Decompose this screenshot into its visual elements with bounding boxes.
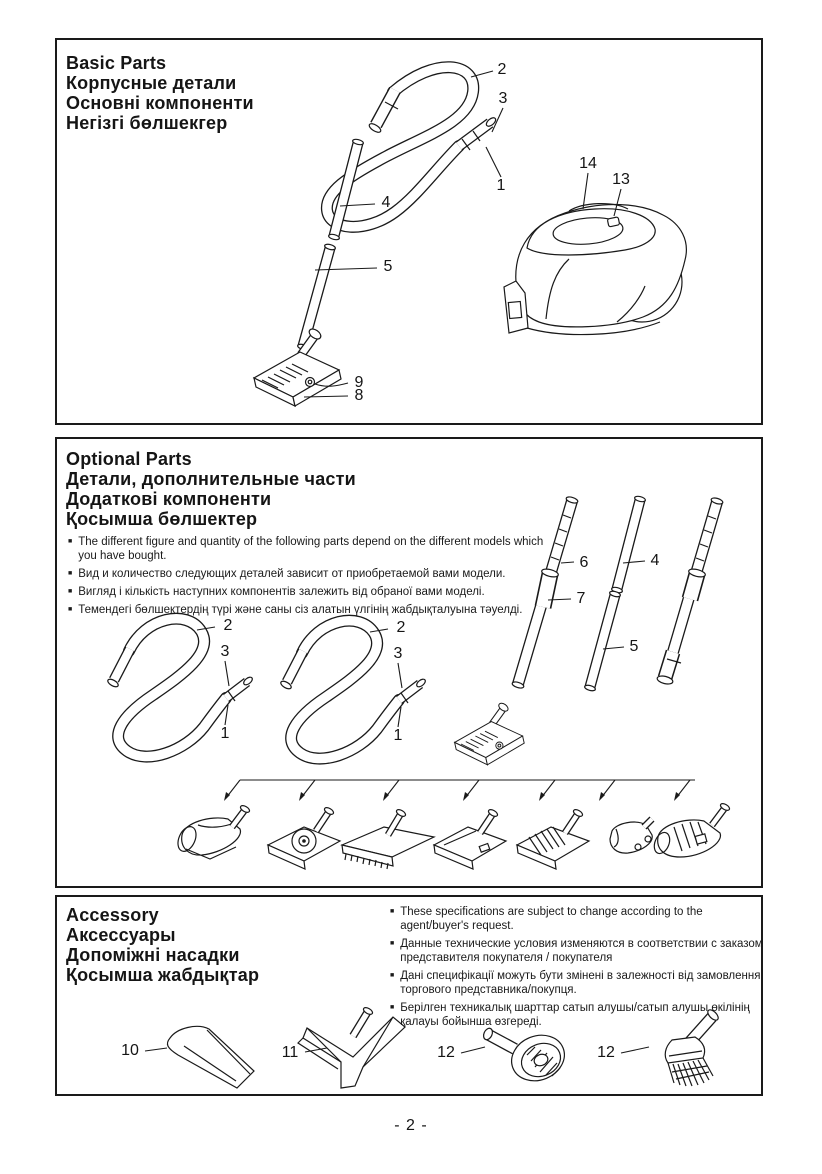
telescopic-tube-2-illustration: [656, 497, 723, 686]
basic-parts-section: [55, 38, 763, 425]
nozzle-turbo-illustration: [174, 804, 250, 859]
part-number: 12: [597, 1044, 615, 1061]
optional-hose-2-illustration: [280, 621, 427, 759]
basic-parts-headings: [66, 53, 254, 133]
part-number: 9: [354, 374, 364, 391]
basic-title-en: Basic Parts: [66, 53, 167, 73]
optional-parts-section: [55, 437, 763, 888]
note-text: Вид и количество следующих деталей зависит от приобретаемой вами модели.: [78, 568, 506, 580]
accessory-section: [55, 895, 763, 1096]
part-number: 4: [381, 194, 391, 211]
bullet-marker-icon: ■: [68, 570, 73, 577]
note-item: [390, 905, 772, 933]
part-number: 11: [281, 1044, 299, 1061]
part-number: 1: [393, 727, 403, 744]
accessory-title-kk: Қосымша жабдықтар: [66, 965, 260, 985]
accessory-headings: [66, 905, 259, 985]
basic-title-ru: Корпусные детали: [66, 73, 237, 93]
part-number: 2: [497, 61, 507, 78]
optional-floor-nozzle-illustration: [455, 702, 525, 765]
note-text: Вигляд і кількість наступних компонентів залежить від обраної вами моделі.: [78, 586, 485, 598]
nozzle-standard-illustration: [434, 808, 506, 869]
optional-title-kk: Қосымша бөлшектер: [66, 509, 258, 529]
note-item: [390, 1001, 772, 1029]
note-item: [68, 535, 546, 563]
nozzle-turbo-2-illustration: [651, 802, 730, 857]
part-number: 8: [354, 387, 364, 404]
part-number: 7: [576, 590, 586, 607]
part-number: 1: [496, 177, 506, 194]
nozzle-adapter-illustration: [610, 819, 652, 853]
bullet-marker-icon: ■: [68, 538, 73, 545]
nozzle-ribbed-illustration: [517, 808, 589, 869]
part-number: 3: [498, 90, 508, 107]
part-number: 2: [396, 619, 406, 636]
part-number: 5: [629, 638, 639, 655]
note-item: [68, 603, 546, 617]
note-item: [68, 585, 546, 599]
accessory-title-uk: Допоміжні насадки: [66, 945, 240, 965]
note-text: The different figure and quantity of the following parts depend on the different models which you have bought.: [78, 536, 544, 562]
optional-straight-tubes-illustration: [584, 495, 646, 691]
part-number: 1: [220, 725, 230, 742]
optional-title-ru: Детали, дополнительные части: [66, 469, 356, 489]
note-item: [390, 937, 772, 965]
note-item: [68, 567, 546, 581]
optional-title-en: Optional Parts: [66, 449, 192, 469]
part-number: 6: [579, 554, 589, 571]
optional-hose-1-illustration: [107, 619, 254, 757]
note-text: Берілген техникалық шарттар сатып алушы/сатып алушы өкілінің қалауы бойынша өзгереді.: [400, 1002, 750, 1028]
part-number: 5: [383, 258, 393, 275]
bullet-marker-icon: ■: [390, 1004, 395, 1011]
part-number: 3: [393, 645, 403, 662]
optional-title-uk: Додаткові компоненти: [66, 489, 272, 509]
upholstery-nozzle-illustration: [298, 1006, 405, 1088]
part-number: 12: [437, 1044, 455, 1061]
round-brush-nozzle-illustration: [461, 1027, 571, 1089]
note-text: Темендегі бөлшектердің түрі және саны сіз алатын үлгінің жабдықталуына тәуелді.: [78, 604, 523, 616]
bullet-marker-icon: ■: [390, 940, 395, 947]
part-number: 4: [650, 552, 660, 569]
optional-parts-headings: [66, 449, 356, 529]
part-number: 14: [579, 155, 597, 172]
accessory-notes: [390, 905, 772, 1033]
note-item: [390, 969, 772, 997]
optional-notes: [68, 535, 546, 621]
part-number: 10: [121, 1042, 139, 1059]
basic-title-uk: Основні компоненти: [66, 93, 254, 113]
nozzle-wheel-illustration: [268, 806, 340, 869]
part-number: 13: [612, 171, 630, 188]
vacuum-body-illustration: [504, 173, 686, 335]
nozzle-wide-brush-illustration: [342, 808, 434, 869]
note-text: These specifications are subject to change according to the agent/buyer's request.: [400, 906, 703, 932]
bullet-marker-icon: ■: [390, 908, 395, 915]
crevice-nozzle-illustration: [145, 1026, 254, 1088]
note-text: Дані специфікації можуть бути змінені в залежності від замовлення торгового представника/покупця.: [400, 970, 761, 996]
note-text: Данные технические условия изменяются в соответствии с заказом представителя покупателя / покупателя: [400, 938, 763, 964]
bullet-marker-icon: ■: [390, 972, 395, 979]
part-number: 2: [223, 617, 233, 634]
accessory-title-ru: Аксессуары: [66, 925, 176, 945]
accessory-title-en: Accessory: [66, 905, 159, 925]
nozzle-row-bracket: [224, 780, 695, 801]
bullet-marker-icon: ■: [68, 606, 73, 613]
basic-title-kk: Негізгі бөлшекгер: [66, 113, 228, 133]
page-number: - 2 -: [394, 1117, 428, 1134]
bullet-marker-icon: ■: [68, 588, 73, 595]
part-number: 3: [220, 643, 230, 660]
